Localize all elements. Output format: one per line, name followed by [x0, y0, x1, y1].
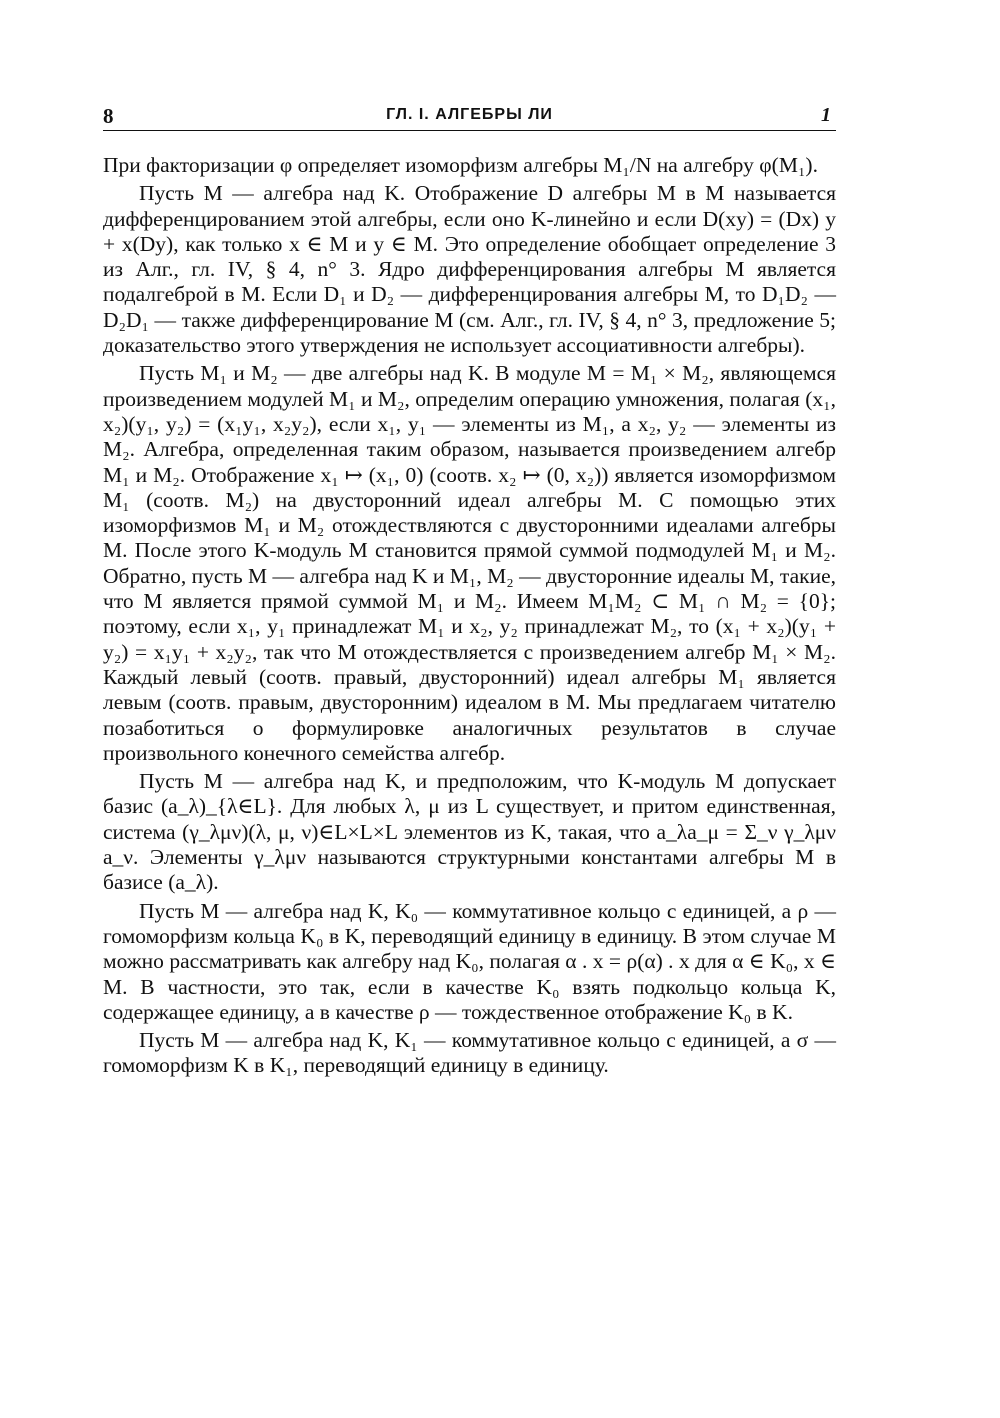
- paragraph: Пусть M — алгебра над K, K₁ — коммутативное кольцо с единицей, а σ — гомоморфизм K в K₁, переводящий единицу в единицу.: [103, 1028, 836, 1078]
- paragraph: Пусть M — алгебра над K, и предположим, что K-модуль M допускает базис (a_λ)_{λ∈L}. Для любых λ, μ из L существует, и притом единственная, система (γ_λμν)(λ, μ, ν)∈L×L×L элементов из K, такая, что a_λa_μ = Σ_ν γ_λμν a_ν. Элементы γ_λμν называются структурными константами алгебры M в базисе (a_λ).: [103, 769, 836, 895]
- paragraph: Пусть M — алгебра над K, K₀ — коммутативное кольцо с единицей, а ρ — гомоморфизм кольца K₀ в K, переводящий единицу в единицу. В этом случае M можно рассматривать как алгебру над K₀, полагая α . x = ρ(α) . x для α ∈ K₀, x ∈ M. В частности, это так, если в качестве K₀ взять подкольцо кольца K, содержащее единицу, а в качестве ρ — тождественное отображение K₀ в K.: [103, 898, 836, 1024]
- body-text: [103, 153, 836, 1079]
- paragraph: При факторизации φ определяет изоморфизм алгебры M₁/N на алгебру φ(M₁).: [103, 153, 818, 177]
- section-mark: 1: [821, 104, 832, 126]
- chapter-title: ГЛ. I. АЛГЕБРЫ ЛИ: [386, 106, 553, 123]
- book-page: [103, 100, 836, 1082]
- paragraph: Пусть M₁ и M₂ — две алгебры над K. В модуле M = M₁ × M₂, являющемся произведением модулей M₁ и M₂, определим операцию умножения, полагая (x₁, x₂)(y₁, y₂) = (x₁y₁, x₂y₂), если x₁, y₁ — элементы из M₁, а x₂, y₂ — элементы из M₂. Алгебра, определенная таким образом, называется произведением алгебр M₁ и M₂. Отображение x₁ ↦ (x₁, 0) (соотв. x₂ ↦ (0, x₂)) является изоморфизмом M₁ (соотв. M₂) на двусторонний идеал алгебры M. С помощью этих изоморфизмов M₁ и M₂ отождествляются с двусторонними идеалами алгебры M. После этого K-модуль M становится прямой суммой подмодулей M₁ и M₂. Обратно, пусть M — алгебра над K и M₁, M₂ — двусторонние идеалы M, такие, что M является прямой суммой M₁ и M₂. Имеем M₁M₂ ⊂ M₁ ∩ M₂ = {0}; поэтому, если x₁, y₁ принадлежат M₁ и x₂, y₂ принадлежат M₂, то (x₁ + x₂)(y₁ + y₂) = x₁y₁ + x₂y₂, так что M отождествляется с произведением алгебр M₁ × M₂. Каждый левый (соотв. правый, двусторонний) идеал алгебры M₁ является левым (соотв. правым, двусторонним) идеалом в M. Мы предлагаем читателю позаботиться о формулировке аналогичных результатов в случае произвольного конечного семейства алгебр.: [103, 361, 836, 765]
- running-head: [103, 100, 836, 131]
- page-number: 8: [103, 104, 114, 128]
- paragraph: Пусть M — алгебра над K. Отображение D алгебры M в M называется дифференцированием этой алгебры, если оно K-линейно и если D(xy) = (Dx) y + x(Dy), как только x ∈ M и y ∈ M. Это определение обобщает определение 3 из Алг., гл. IV, § 4, n° 3. Ядро дифференцирования алгебры M является подалгеброй в M. Если D₁ и D₂ — дифференцирования алгебры M, то D₁D₂ — D₂D₁ — также дифференцирование M (см. Алг., гл. IV, § 4, n° 3, предложение 5; доказательство этого утверждения не использует ассоциативности алгебры).: [103, 181, 836, 358]
